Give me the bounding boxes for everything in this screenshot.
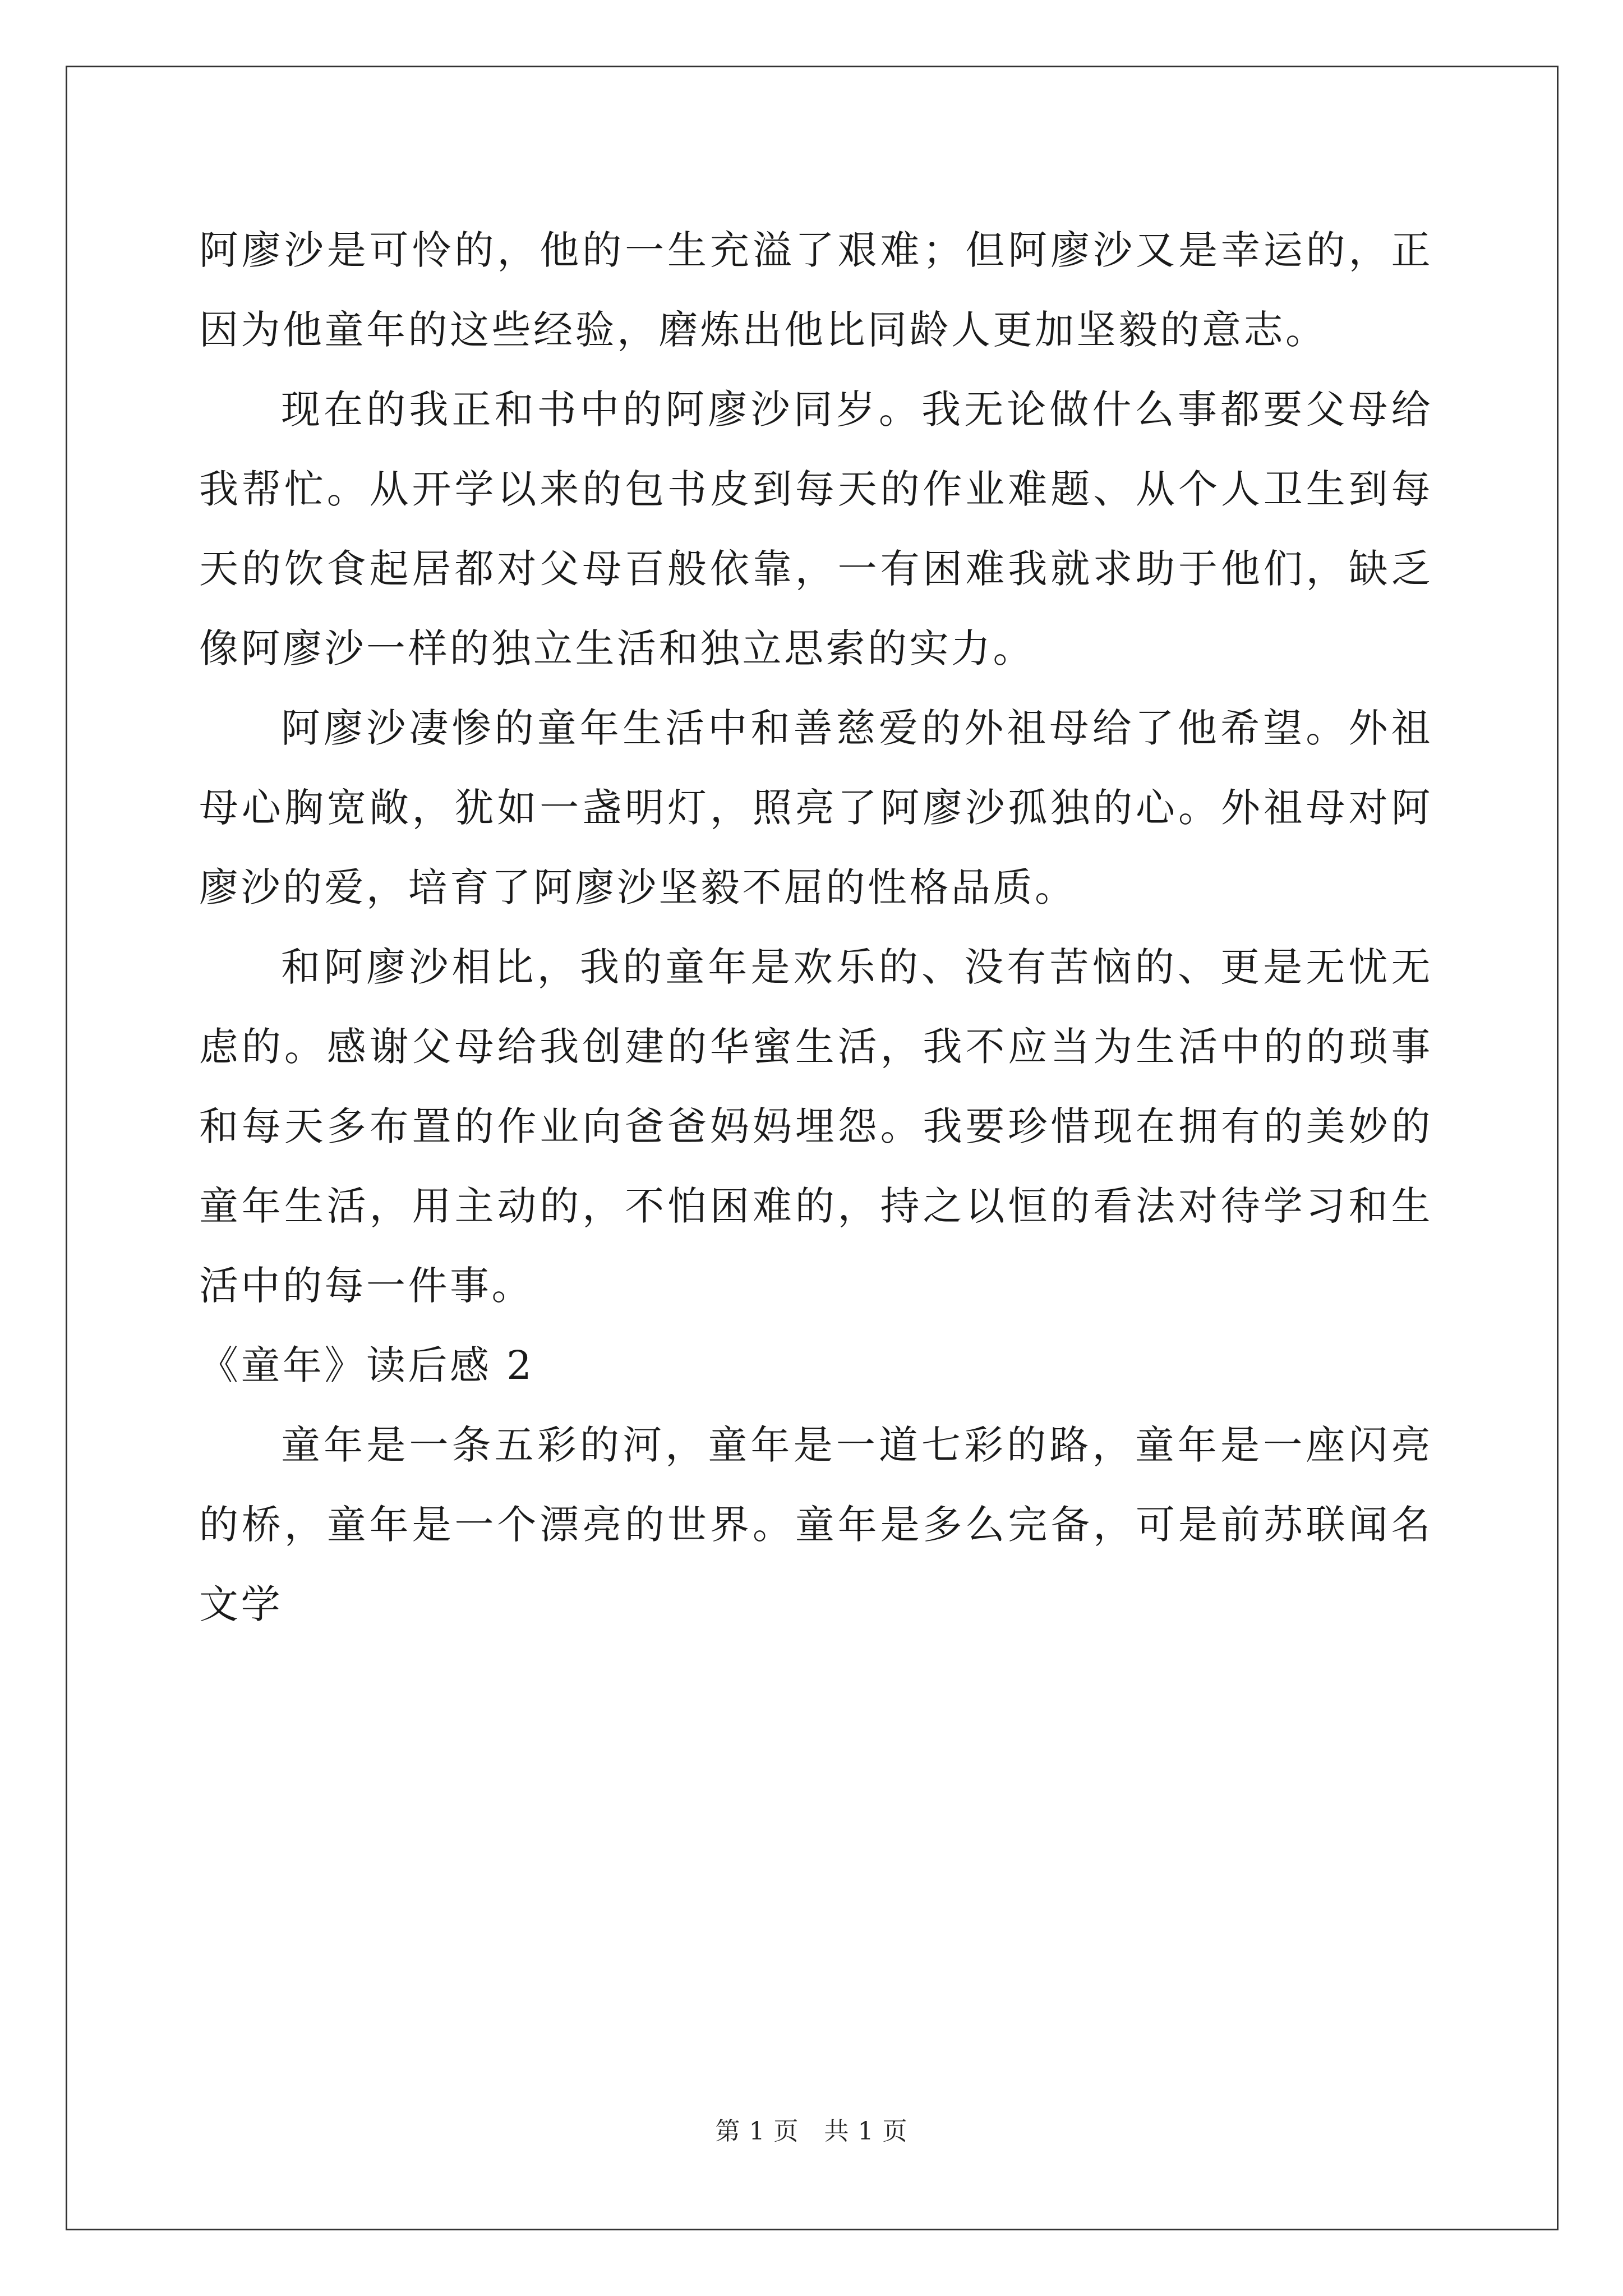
document-body <box>199 210 1433 1644</box>
page-number-footer: 第 1 页 共 1 页 <box>715 2117 908 2146</box>
section-heading: 《童年》读后感 2 <box>199 1342 534 1388</box>
paragraph-3: 阿廖沙凄惨的童年生活中和善慈爱的外祖母给了他希望。外祖母心胸宽敞，犹如一盏明灯，照亮了阿廖沙孤独的心。外祖母对阿廖沙的爱，培育了阿廖沙坚毅不屈的性格品质。 <box>199 705 1433 910</box>
paragraph-2: 现在的我正和书中的阿廖沙同岁。我无论做什么事都要父母给我帮忙。从开学以来的包书皮到每天的作业难题、从个人卫生到每天的饮食起居都对父母百般依靠，一有困难我就求助于他们，缺乏像阿廖沙一样的独立生活和独立思索的实力。 <box>199 386 1433 671</box>
section-paragraph: 童年是一条五彩的河，童年是一道七彩的路，童年是一座闪亮的桥，童年是一个漂亮的世界。童年是多么完备，可是前苏联闻名文学 <box>199 1422 1433 1627</box>
paragraph-4: 和阿廖沙相比，我的童年是欢乐的、没有苦恼的、更是无忧无虑的。感谢父母给我创建的华蜜生活，我不应当为生活中的的琐事和每天多布置的作业向爸爸妈妈埋怨。我要珍惜现在拥有的美妙的童年生活，用主动的，不怕困难的，持之以恒的看法对待学习和生活中的每一件事。 <box>199 944 1433 1309</box>
paragraph-1: 阿廖沙是可怜的，他的一生充溢了艰难；但阿廖沙又是幸运的，正因为他童年的这些经验，磨炼出他比同龄人更加坚毅的意志。 <box>199 227 1433 353</box>
